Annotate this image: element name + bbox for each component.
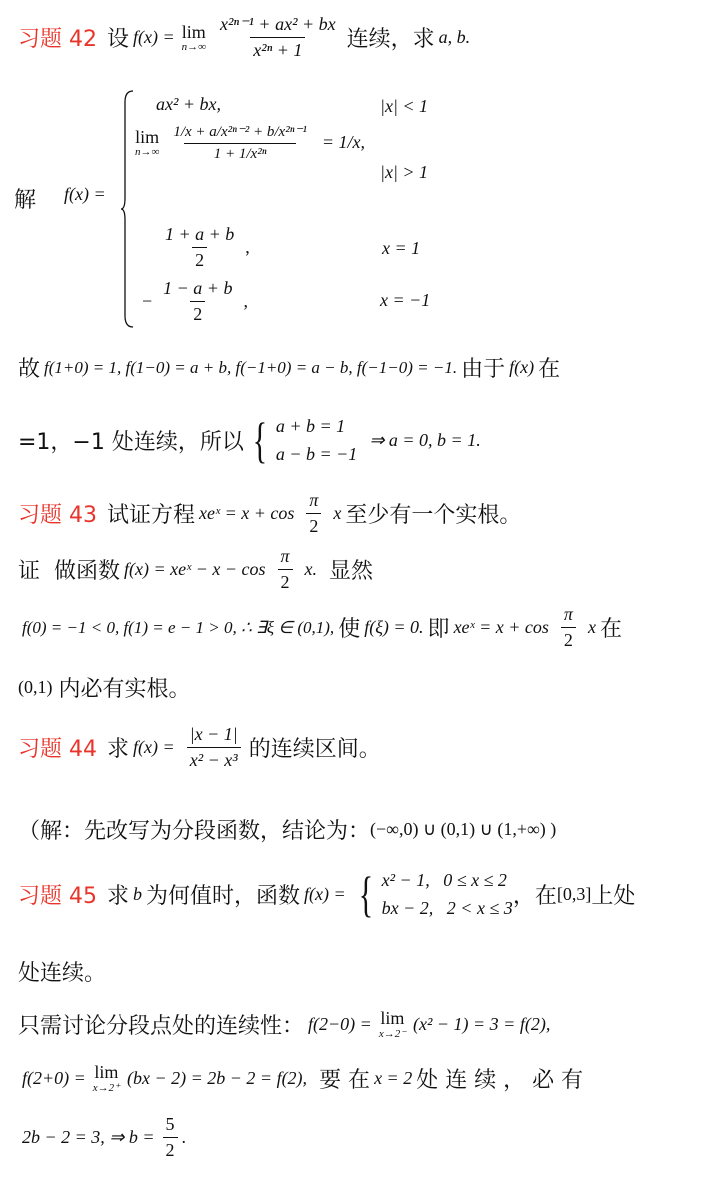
case-4-expr: − $\frac{1 - a + b}{2}$ , [142,278,248,324]
solution-42-fx: f(x) = [64,184,106,204]
case-3-expr: $\frac{1 + a + b}{2}$ , [165,224,250,270]
problem-42-fx: f(x) = [133,27,175,47]
solution-43-function: 证 做函数 f(x) = xeˣ − x − cos $\frac{\pi}{2}$ x. 显然 [18,546,374,592]
case-1-expr: ax² + bx, [156,94,222,114]
solution-42-piecewise [14,88,714,333]
solution-45-right-limit: f(2+0) = lim x→2⁺ (bx − 2) = 2b − 2 = f(2), 要 在 x = 2 处 连 续 ， 必 有 [22,1062,584,1094]
case-2-expr: lim n→∞ $\frac{\text{1/x + a/x²ⁿ⁻² + b/x²ⁿ⁻¹}}{\text{1 + 1/x²ⁿ}}$ = 1/x, [135,124,365,162]
problem-44-heading: 习题 44 [18,737,97,762]
solution-45-left-limit: 只需讨论分段点处的连续性： f(2−0) = lim x→2⁻ (x² − 1) = 3 = f(2), [18,1008,551,1040]
problem-42-fraction: $\frac{\text{x²ⁿ⁻¹ + ax² + bx}}{\text{x²ⁿ + 1}}$ [219,14,336,60]
solution-43-ivt: f(0) = −1 < 0, f(1) = e − 1 > 0, ∴ ∃ξ ∈ (0,1), 使 f(ξ) = 0. 即 xeˣ = x + cos $\frac{\pi}{2}$ x 在 [22,604,622,650]
case-2-cond: |x| > 1 [380,162,429,182]
problem-45-line2: 处连续。 [18,961,107,986]
piecewise-45-brace-icon: { [358,866,373,922]
solution-45-result: 2b − 2 = 3, ⇒ b = $\frac{5}{2}$ . [22,1114,187,1160]
problem-43-heading: 习题 43 [18,503,97,528]
problem-42-set: 设 [107,27,130,52]
solution-43-conclusion: (0,1) 内必有实根。 [18,677,191,702]
solution-42-one-sided: 故 f(1+0) = 1, f(1−0) = a + b, f(−1+0) = a − b, f(−1−0) = −1. 由于 f(x) 在 [18,357,561,382]
problem-42-tail: 连续，求 [346,27,435,52]
solution-42-label: 解 [14,188,37,213]
system-brace-icon: { [252,412,268,468]
problem-42-statement [18,14,474,61]
case-3-cond: x = 1 [382,238,421,258]
case-4-cond: x = −1 [380,290,431,310]
problem-45-heading: 习题 45 [18,883,97,909]
case-1-cond: |x| < 1 [380,96,429,116]
solution-42-system: =1，−1 处连续，所以 { a + b = 1 a − b = −1 ⇒ a = 0, b = 1. [18,412,481,468]
problem-45-statement: 习题 45 求 b 为何值时，函数 f(x) = { x² − 1, 0 ≤ x ≤ 2 bx − 2, 2 < x ≤ 3 ，在 [0,3] 上处 [18,866,636,922]
problem-44-note: （解：先改写为分段函数，结论为： (−∞,0) ∪ (0,1) ∪ (1,+∞) ) [18,819,557,844]
problem-42-vars: a, b. [438,27,471,47]
problem-43-statement: 习题 43 试证方程 xeˣ = x + cos $\frac{\pi}{2}$ x 至少有一个实根。 [18,490,522,536]
problem-42-heading: 习题 42 [18,27,97,52]
problem-42-limit: lim n→∞ [181,22,206,53]
problem-44-statement: 习题 44 求 f(x) = $\frac{|x - 1|}{\text{x² − x³}}$ 的连续区间。 [18,724,381,770]
